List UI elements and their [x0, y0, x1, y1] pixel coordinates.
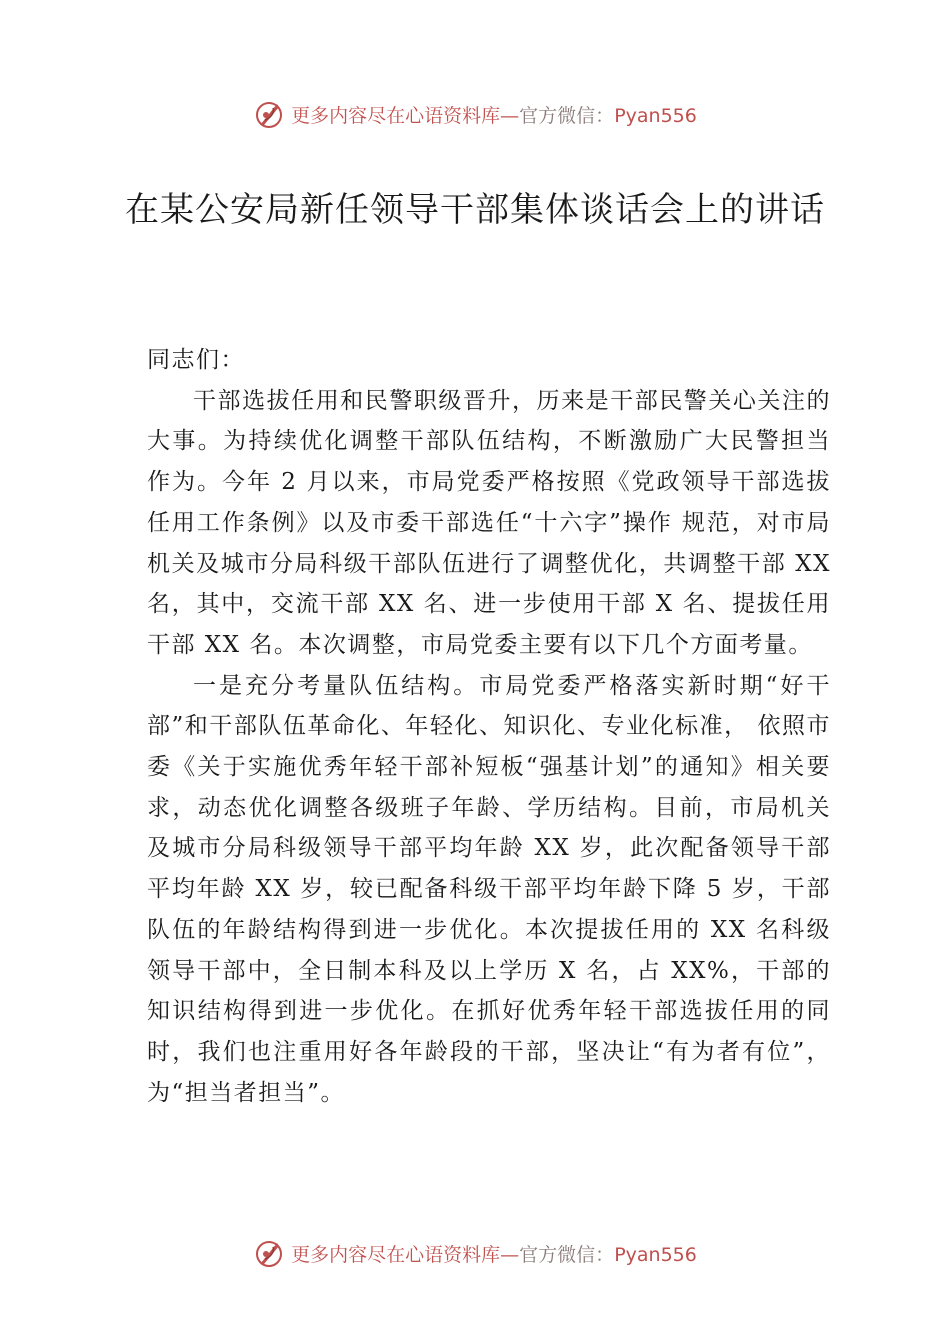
paragraph-2: 一是充分考量队伍结构。市局党委严格落实新时期“好干部”和干部队伍革命化、年轻化、知识化、专业化标准， 依照市委《关于实施优秀年轻干部补短板“强基计划”的通知》相关要求，动态优化调整各级班子年龄、学历结构。目前，市局机关及城市分局科级领导干部平均年龄 XX 岁，此次配备领导干部平均年龄 XX 岁，较已配备科级干部平均年龄下降 5 岁，干部队伍的年龄结构得到进一步优化。本次提拔任用的 XX 名科级领导干部中，全日制本科及以上学历 X 名，占 XX%，干部的知识结构得到进一步优化。在抓好优秀年轻干部选拔任用的同时，我们也注重用好各年龄段的干部，坚决让“有为者有位”，为“担当者担当”。: [147, 672, 831, 1106]
footer-banner: [0, 1233, 950, 1273]
banner-wechat-label: 官方微信：: [519, 1243, 615, 1266]
banner-text: [291, 101, 697, 128]
banner-wechat-handle: Pyan556: [614, 1243, 697, 1266]
banner-text: [291, 1240, 697, 1267]
banner-site-name: 更多内容尽在心语资料库: [291, 1243, 501, 1266]
quill-logo-icon: [253, 98, 285, 130]
salutation: 同志们：: [147, 347, 245, 373]
banner-separator: —: [500, 104, 520, 127]
quill-logo-icon: [253, 1237, 285, 1269]
banner-separator: —: [500, 1243, 520, 1266]
document-title: 在某公安局新任领导干部集体谈话会上的讲话: [125, 190, 825, 230]
banner-wechat-label: 官方微信：: [519, 104, 615, 127]
document-body: [147, 340, 831, 1113]
banner-wechat-handle: Pyan556: [614, 104, 697, 127]
paragraph-1: 干部选拔任用和民警职级晋升，历来是干部民警关心关注的大事。为持续优化调整干部队伍结构，不断激励广大民警担当作为。今年 2 月以来，市局党委严格按照《党政领导干部选拔任用工作条例》以及市委干部选任“十六字”操作 规范，对市局机关及城市分局科级干部队伍进行了调整优化，共调整干部 XX 名，其中，交流干部 XX 名、进一步使用干部 X 名、提拔任用干部 XX 名。本次调整，市局党委主要有以下几个方面考量。: [147, 387, 831, 658]
header-banner: [0, 94, 950, 134]
banner-site-name: 更多内容尽在心语资料库: [291, 104, 501, 127]
